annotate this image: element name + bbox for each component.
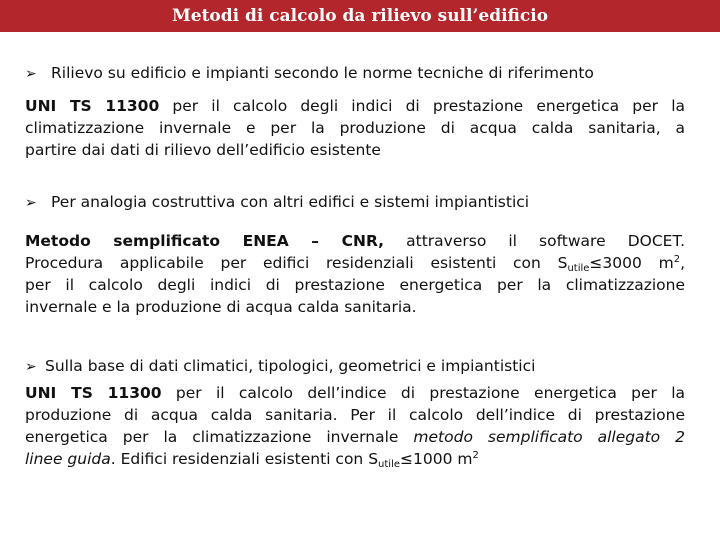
paragraph-line: Procedura applicabile per edifici residenziali esistenti con $S_{utile}\le 3000$ $m^2$, — [25, 254, 686, 274]
paragraph-1 — [25, 95, 685, 161]
bold-term: Metodo semplificato ENEA – CNR, — [25, 232, 385, 250]
paragraph-line: UNI TS 11300 per il calcolo dell’indice di prestazione energetica per la — [25, 384, 686, 402]
slide-title: Metodi di calcolo da rilievo sull’edificio — [0, 0, 720, 32]
arrow-right-icon: ➢ — [25, 66, 37, 82]
bold-term: UNI TS 11300 — [25, 97, 160, 115]
paragraph-line: per il calcolo degli indici di prestazione energetica per la climatizzazione — [25, 276, 685, 294]
bullet-text: Rilievo su edificio e impianti secondo le norme tecniche di riferimento — [51, 64, 594, 82]
bullet-item-3 — [25, 355, 535, 378]
paragraph-line: climatizzazione invernale e per la produzione di acqua calda sanitaria, a — [25, 119, 685, 137]
arrow-right-icon: ➢ — [25, 195, 37, 211]
paragraph-line: produzione di acqua calda sanitaria. Per il calcolo dell’indice di prestazione — [25, 406, 685, 424]
bullet-text: Per analogia costruttiva con altri edifici e sistemi impiantistici — [51, 193, 530, 211]
bold-term: UNI TS 11300 — [25, 384, 162, 402]
paragraph-line: invernale e la produzione di acqua calda sanitaria. — [25, 298, 417, 316]
paragraph-2 — [25, 230, 685, 318]
paragraph-3 — [25, 382, 685, 470]
bullet-text: Sulla base di dati climatici, tipologici, geometrici e impiantistici — [45, 357, 536, 375]
bullet-item-2 — [25, 191, 529, 214]
paragraph-line: UNI TS 11300 per il calcolo degli indici di prestazione energetica per la — [25, 97, 685, 115]
paragraph-line: energetica per la climatizzazione invernale metodo semplificato allegato 2 — [25, 428, 685, 446]
paragraph-line: partire dai dati di rilievo dell’edificio esistente — [25, 141, 381, 159]
paragraph-line: linee guida. Edifici residenziali esistenti con $S_{utile}\le 1000$ $m^2$ — [25, 450, 479, 470]
bullet-item-1 — [25, 62, 594, 85]
arrow-right-icon: ➢ — [25, 359, 37, 375]
paragraph-line: Metodo semplificato ENEA – CNR, attraverso il software DOCET. — [25, 232, 685, 250]
